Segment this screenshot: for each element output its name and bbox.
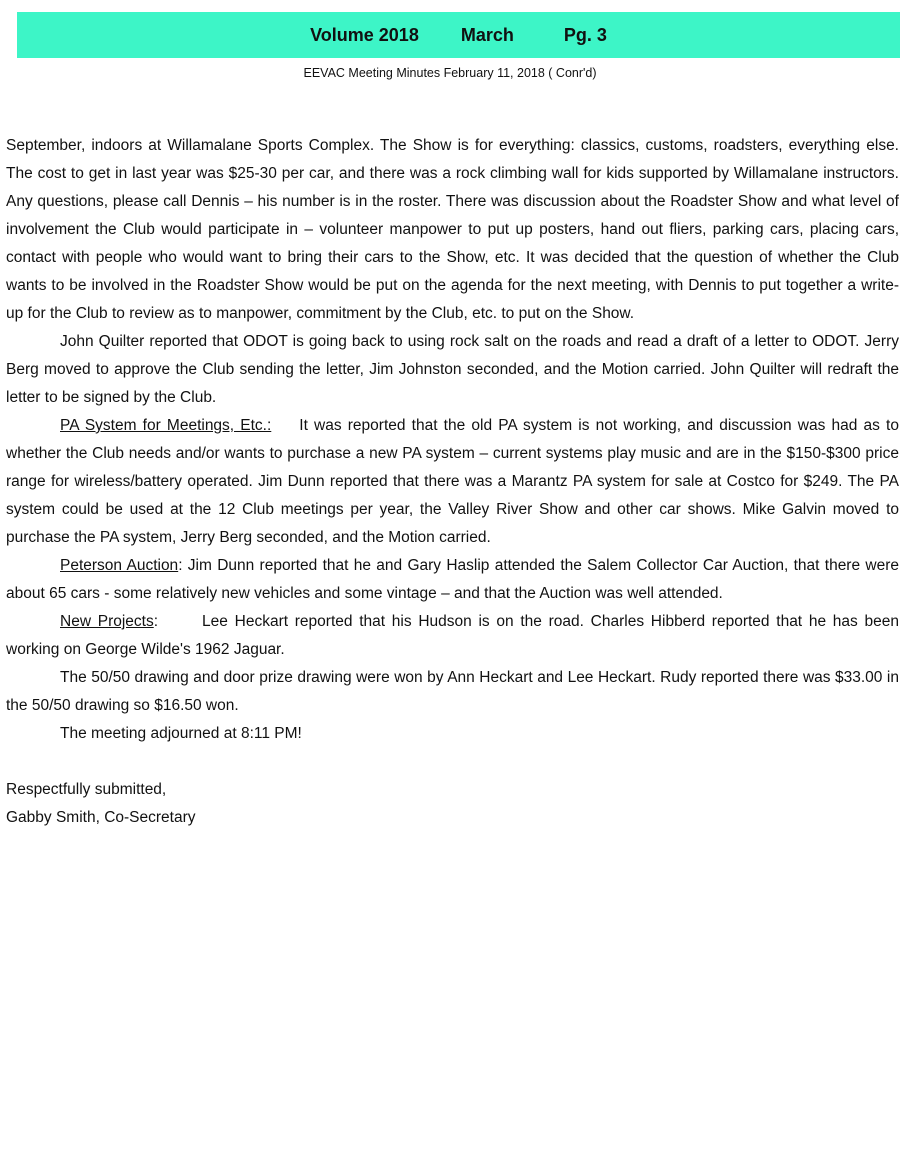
paragraph-pa-system (6, 412, 899, 552)
closing-line-1: Respectfully submitted, (6, 781, 167, 798)
page-number: Pg. 3 (563, 24, 607, 45)
new-projects-heading: New Projects (60, 613, 154, 630)
volume-label: Volume 2018 (310, 24, 419, 45)
paragraph-drawing: The 50/50 drawing and door prize drawing were won by Ann Heckart and Lee Heckart. Rudy reported there was $33.00 in the 50/50 drawing so $16.50 won. (6, 669, 899, 714)
paragraph-adjourned: The meeting adjourned at 8:11 PM! (60, 725, 302, 742)
header-banner (17, 12, 900, 58)
peterson-auction-heading: Peterson Auction (60, 557, 179, 574)
paragraph-new-projects (6, 608, 899, 664)
paragraph-roadster-show: September, indoors at Willamalane Sports Complex. The Show is for everything: classics, customs, roadsters, everything else. The cost to get in last year was $25-30 per car, and there was a rock climbing wall for kids supported by Willamalane instructors. Any questions, please call Dennis – his number is in the roster. There was discussion about the Roadster Show and what level of involvement the Club would participate in – volunteer manpower to put up posters, hand out fliers, parking cars, placing cars, contact with people who would want to bring their cars to the Show, etc. It was decided that the question of whether the Club wants to be involved in the Roadster Show would be put on the agenda for the next meeting, with Dennis to put together a write-up for the Club to review as to manpower, commitment by the Club, etc. to put on the Show. (6, 137, 899, 322)
new-projects-colon: : (153, 613, 159, 630)
paragraph-peterson-auction (6, 552, 899, 608)
peterson-auction-text: : Jim Dunn reported that he and Gary Haslip attended the Salem Collector Car Auction, that there were about 65 cars - some relatively new vehicles and some vintage – and that the Auction was well attended. (6, 557, 899, 602)
minutes-body (6, 132, 899, 832)
closing-signature: Gabby Smith, Co-Secretary (6, 809, 196, 826)
pa-system-text: It was reported that the old PA system is not working, and discussion was had as to whether the Club needs and/or wants to purchase a new PA system – current systems play music and are in the $150-$300 price range for wireless/battery operated. Jim Dunn reported that there was a Marantz PA system for sale at Costco for $249. The PA system could be used at the 12 Club meetings per year, the Valley River Show and other car shows. Mike Galvin moved to purchase the PA system, Jerry Berg seconded, and the Motion carried. (6, 417, 899, 546)
minutes-subtitle: EEVAC Meeting Minutes February 11, 2018 ( Conr'd) (303, 66, 597, 80)
pa-system-heading: PA System for Meetings, Etc.: (60, 417, 272, 434)
month-label: March (460, 24, 514, 45)
paragraph-odot-letter: John Quilter reported that ODOT is going back to using rock salt on the roads and read a draft of a letter to ODOT. Jerry Berg moved to approve the Club sending the letter, Jim Johnston seconded, and the Motion carried. John Quilter will redraft the letter to be signed by the Club. (6, 333, 899, 406)
new-projects-text: Lee Heckart reported that his Hudson is on the road. Charles Hibberd reported that he has been working on George Wilde's 1962 Jaguar. (6, 613, 899, 658)
